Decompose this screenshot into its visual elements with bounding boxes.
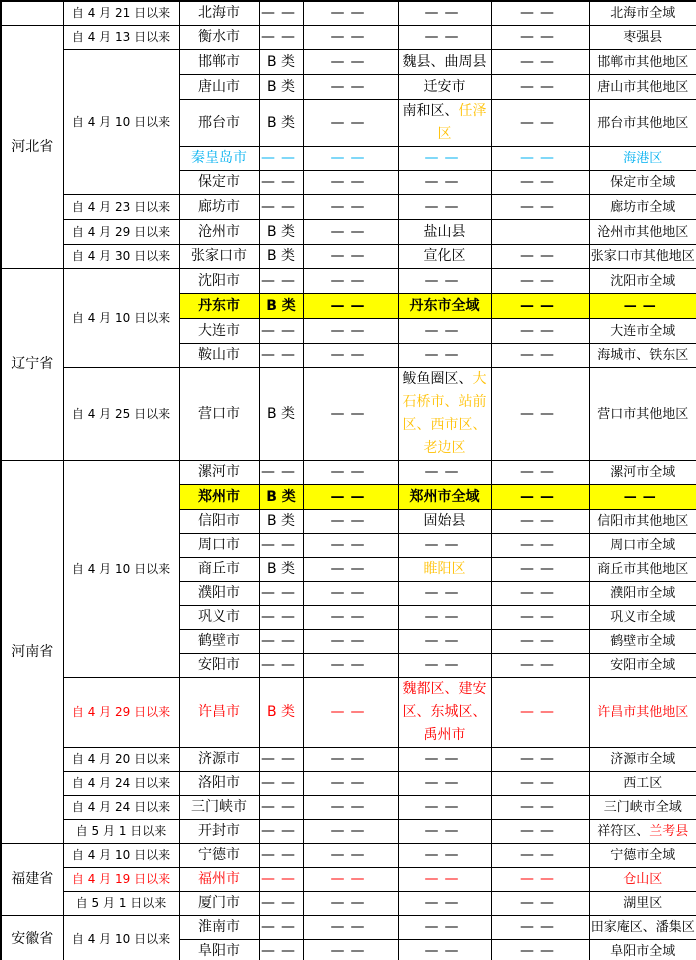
- city-cell: 巩义市: [179, 606, 259, 630]
- secondary-measure-cell: ——: [491, 319, 589, 344]
- province-cell: 辽宁省: [1, 269, 63, 461]
- table-row: [1, 916, 696, 940]
- applicable-area-cell: 阜阳市全域: [589, 940, 696, 960]
- city-cell: 郑州市: [179, 485, 259, 510]
- city-cell: 三门峡市: [179, 796, 259, 820]
- applicable-area-cell: 邢台市其他地区: [589, 100, 696, 147]
- start-date-cell: 自 4 月 10 日以来: [63, 269, 179, 368]
- secondary-measure-cell: ——: [491, 820, 589, 844]
- category-cell: B 类: [259, 368, 303, 461]
- category-cell: B 类: [259, 558, 303, 582]
- city-cell: 濮阳市: [179, 582, 259, 606]
- province-cell: 河北省: [1, 26, 63, 269]
- measure-cell: ——: [303, 510, 398, 534]
- measure-cell: ——: [303, 558, 398, 582]
- applicable-area-cell: 信阳市其他地区: [589, 510, 696, 534]
- risk-region-cell: ——: [398, 1, 491, 26]
- risk-region-cell: 郑州市全域: [398, 485, 491, 510]
- city-cell: 大连市: [179, 319, 259, 344]
- city-cell: 商丘市: [179, 558, 259, 582]
- applicable-area-cell: 西工区: [589, 772, 696, 796]
- secondary-measure-cell: ——: [491, 630, 589, 654]
- risk-region-cell: ——: [398, 534, 491, 558]
- category-cell: ——: [259, 171, 303, 195]
- city-cell: 安阳市: [179, 654, 259, 678]
- measure-cell: ——: [303, 630, 398, 654]
- start-date-cell: 自 4 月 20 日以来: [63, 748, 179, 772]
- applicable-area-cell: 海港区: [589, 147, 696, 171]
- secondary-measure-cell: ——: [491, 461, 589, 485]
- risk-region-cell: 盐山县: [398, 220, 491, 245]
- province-cell: [1, 1, 63, 26]
- table-row: [1, 368, 696, 461]
- city-cell: 邯郸市: [179, 50, 259, 75]
- city-cell: 福州市: [179, 868, 259, 892]
- category-cell: B 类: [259, 75, 303, 100]
- applicable-area-cell: 宁德市全域: [589, 844, 696, 868]
- secondary-measure-cell: ——: [491, 195, 589, 220]
- category-cell: ——: [259, 892, 303, 916]
- applicable-area-cell: 仓山区: [589, 868, 696, 892]
- table-row: [1, 195, 696, 220]
- start-date-cell: 自 4 月 10 日以来: [63, 916, 179, 960]
- risk-region-cell: ——: [398, 868, 491, 892]
- start-date-cell: 自 4 月 13 日以来: [63, 26, 179, 50]
- start-date-cell: 自 4 月 25 日以来: [63, 368, 179, 461]
- secondary-measure-cell: ——: [491, 940, 589, 960]
- secondary-measure-cell: ——: [491, 245, 589, 269]
- measure-cell: ——: [303, 50, 398, 75]
- table-row: [1, 892, 696, 916]
- risk-region-cell: [398, 100, 491, 147]
- category-cell: ——: [259, 844, 303, 868]
- secondary-measure-cell: [491, 220, 589, 245]
- risk-region-cell: ——: [398, 319, 491, 344]
- category-cell: B 类: [259, 245, 303, 269]
- measure-cell: ——: [303, 582, 398, 606]
- city-cell: 鹤壁市: [179, 630, 259, 654]
- applicable-area-cell: [589, 820, 696, 844]
- start-date-cell: 自 4 月 10 日以来: [63, 50, 179, 195]
- measure-cell: ——: [303, 678, 398, 748]
- table-row: [1, 678, 696, 748]
- measure-cell: ——: [303, 294, 398, 319]
- category-cell: B 类: [259, 678, 303, 748]
- applicable-area-cell: 鹤壁市全域: [589, 630, 696, 654]
- risk-region-cell: 魏都区、建安区、东城区、禹州市: [398, 678, 491, 748]
- measure-cell: ——: [303, 916, 398, 940]
- category-cell: ——: [259, 461, 303, 485]
- risk-region-cell: ——: [398, 269, 491, 294]
- table-row: [1, 26, 696, 50]
- risk-region-cell: ——: [398, 796, 491, 820]
- table-body: [1, 1, 696, 960]
- secondary-measure-cell: ——: [491, 582, 589, 606]
- secondary-measure-cell: ——: [491, 606, 589, 630]
- province-cell: 福建省: [1, 844, 63, 916]
- region-text-segment: 鲅鱼圈区、: [402, 371, 473, 387]
- city-cell: 衡水市: [179, 26, 259, 50]
- measure-cell: ——: [303, 26, 398, 50]
- applicable-area-cell: 商丘市其他地区: [589, 558, 696, 582]
- measure-cell: ——: [303, 868, 398, 892]
- secondary-measure-cell: ——: [491, 75, 589, 100]
- measure-cell: ——: [303, 748, 398, 772]
- applicable-area-cell: 沈阳市全域: [589, 269, 696, 294]
- measure-cell: ——: [303, 485, 398, 510]
- risk-region-cell: ——: [398, 171, 491, 195]
- category-cell: ——: [259, 772, 303, 796]
- secondary-measure-cell: ——: [491, 510, 589, 534]
- category-cell: B 类: [259, 485, 303, 510]
- secondary-measure-cell: ——: [491, 772, 589, 796]
- risk-region-cell: ——: [398, 820, 491, 844]
- start-date-cell: 自 4 月 30 日以来: [63, 245, 179, 269]
- risk-region-cell: ——: [398, 844, 491, 868]
- measure-cell: ——: [303, 654, 398, 678]
- category-cell: ——: [259, 1, 303, 26]
- applicable-area-cell: 巩义市全域: [589, 606, 696, 630]
- category-cell: ——: [259, 606, 303, 630]
- secondary-measure-cell: ——: [491, 171, 589, 195]
- risk-region-cell: ——: [398, 630, 491, 654]
- applicable-area-cell: 漯河市全域: [589, 461, 696, 485]
- risk-region-cell: ——: [398, 892, 491, 916]
- category-cell: ——: [259, 344, 303, 368]
- applicable-area-cell: ——: [589, 485, 696, 510]
- measure-cell: ——: [303, 796, 398, 820]
- table-row: [1, 796, 696, 820]
- city-cell: 漯河市: [179, 461, 259, 485]
- measure-cell: ——: [303, 368, 398, 461]
- secondary-measure-cell: ——: [491, 1, 589, 26]
- applicable-area-cell: 枣强县: [589, 26, 696, 50]
- table-row: [1, 868, 696, 892]
- applicable-area-cell: 营口市其他地区: [589, 368, 696, 461]
- applicable-area-cell: 湖里区: [589, 892, 696, 916]
- city-cell: 开封市: [179, 820, 259, 844]
- start-date-cell: 自 4 月 21 日以来: [63, 1, 179, 26]
- city-cell: 信阳市: [179, 510, 259, 534]
- measure-cell: ——: [303, 171, 398, 195]
- applicable-area-cell: 张家口市其他地区: [589, 245, 696, 269]
- risk-region-cell: 固始县: [398, 510, 491, 534]
- secondary-measure-cell: ——: [491, 558, 589, 582]
- region-text-segment: 祥符区、: [597, 824, 650, 839]
- risk-region-cell: ——: [398, 26, 491, 50]
- measure-cell: ——: [303, 844, 398, 868]
- category-cell: B 类: [259, 50, 303, 75]
- applicable-area-cell: 邯郸市其他地区: [589, 50, 696, 75]
- region-text-segment: 任泽区: [437, 103, 487, 142]
- measure-cell: ——: [303, 606, 398, 630]
- table-row: [1, 748, 696, 772]
- applicable-area-cell: 保定市全域: [589, 171, 696, 195]
- measure-cell: ——: [303, 75, 398, 100]
- measure-cell: ——: [303, 269, 398, 294]
- risk-region-cell: 迁安市: [398, 75, 491, 100]
- risk-region-cell: [398, 368, 491, 461]
- start-date-cell: 自 5 月 1 日以来: [63, 892, 179, 916]
- applicable-area-cell: 周口市全域: [589, 534, 696, 558]
- risk-region-cell: ——: [398, 461, 491, 485]
- risk-region-cell: ——: [398, 344, 491, 368]
- risk-region-cell: ——: [398, 147, 491, 171]
- start-date-cell: 自 4 月 29 日以来: [63, 220, 179, 245]
- region-text-segment: 大石桥市、站前区、西市区、老边区: [402, 371, 487, 456]
- secondary-measure-cell: ——: [491, 344, 589, 368]
- risk-region-cell: 魏县、曲周县: [398, 50, 491, 75]
- start-date-cell: 自 4 月 24 日以来: [63, 772, 179, 796]
- category-cell: ——: [259, 820, 303, 844]
- secondary-measure-cell: ——: [491, 916, 589, 940]
- applicable-area-cell: 三门峡市全域: [589, 796, 696, 820]
- category-cell: ——: [259, 940, 303, 960]
- city-cell: 许昌市: [179, 678, 259, 748]
- measure-cell: ——: [303, 1, 398, 26]
- city-cell: 沈阳市: [179, 269, 259, 294]
- secondary-measure-cell: ——: [491, 654, 589, 678]
- measure-cell: ——: [303, 245, 398, 269]
- applicable-area-cell: 濮阳市全域: [589, 582, 696, 606]
- measure-cell: ——: [303, 534, 398, 558]
- risk-region-cell: 宣化区: [398, 245, 491, 269]
- secondary-measure-cell: ——: [491, 50, 589, 75]
- secondary-measure-cell: ——: [491, 368, 589, 461]
- category-cell: ——: [259, 319, 303, 344]
- table-row: [1, 50, 696, 75]
- risk-region-cell: ——: [398, 195, 491, 220]
- province-cell: 河南省: [1, 461, 63, 844]
- start-date-cell: 自 4 月 10 日以来: [63, 461, 179, 678]
- applicable-area-cell: 安阳市全域: [589, 654, 696, 678]
- applicable-area-cell: 许昌市其他地区: [589, 678, 696, 748]
- city-cell: 丹东市: [179, 294, 259, 319]
- risk-region-cell: 睢阳区: [398, 558, 491, 582]
- risk-region-cell: ——: [398, 916, 491, 940]
- measure-cell: ——: [303, 772, 398, 796]
- risk-region-cell: ——: [398, 582, 491, 606]
- risk-region-cell: ——: [398, 606, 491, 630]
- category-cell: B 类: [259, 510, 303, 534]
- start-date-cell: 自 4 月 10 日以来: [63, 844, 179, 868]
- category-cell: ——: [259, 269, 303, 294]
- city-cell: 鞍山市: [179, 344, 259, 368]
- secondary-measure-cell: ——: [491, 678, 589, 748]
- applicable-area-cell: 济源市全域: [589, 748, 696, 772]
- city-cell: 洛阳市: [179, 772, 259, 796]
- city-cell: 宁德市: [179, 844, 259, 868]
- risk-region-cell: ——: [398, 748, 491, 772]
- table-row: [1, 844, 696, 868]
- city-cell: 唐山市: [179, 75, 259, 100]
- start-date-cell: 自 4 月 19 日以来: [63, 868, 179, 892]
- city-cell: 阜阳市: [179, 940, 259, 960]
- table-row: [1, 772, 696, 796]
- region-text-segment: 南和区、: [402, 103, 459, 119]
- category-cell: ——: [259, 534, 303, 558]
- city-cell: 济源市: [179, 748, 259, 772]
- secondary-measure-cell: ——: [491, 868, 589, 892]
- risk-region-cell: ——: [398, 772, 491, 796]
- table-row: [1, 220, 696, 245]
- city-cell: 保定市: [179, 171, 259, 195]
- secondary-measure-cell: ——: [491, 796, 589, 820]
- secondary-measure-cell: ——: [491, 844, 589, 868]
- start-date-cell: 自 4 月 23 日以来: [63, 195, 179, 220]
- city-cell: 邢台市: [179, 100, 259, 147]
- region-text-segment: 兰考县: [649, 824, 689, 839]
- category-cell: ——: [259, 26, 303, 50]
- measure-cell: ——: [303, 940, 398, 960]
- category-cell: ——: [259, 796, 303, 820]
- table-row: [1, 245, 696, 269]
- applicable-area-cell: 廊坊市全域: [589, 195, 696, 220]
- category-cell: B 类: [259, 294, 303, 319]
- category-cell: ——: [259, 654, 303, 678]
- measure-cell: ——: [303, 147, 398, 171]
- category-cell: ——: [259, 916, 303, 940]
- table-row: [1, 269, 696, 294]
- table-row: [1, 1, 696, 26]
- city-cell: 营口市: [179, 368, 259, 461]
- measure-cell: ——: [303, 195, 398, 220]
- category-cell: B 类: [259, 220, 303, 245]
- category-cell: ——: [259, 147, 303, 171]
- category-cell: ——: [259, 868, 303, 892]
- secondary-measure-cell: ——: [491, 147, 589, 171]
- risk-region-cell: 丹东市全域: [398, 294, 491, 319]
- city-cell: 秦皇岛市: [179, 147, 259, 171]
- measure-cell: ——: [303, 892, 398, 916]
- applicable-area-cell: 大连市全域: [589, 319, 696, 344]
- risk-region-cell: ——: [398, 654, 491, 678]
- measure-cell: ——: [303, 344, 398, 368]
- province-cell: 安徽省: [1, 916, 63, 960]
- applicable-area-cell: 沧州市其他地区: [589, 220, 696, 245]
- secondary-measure-cell: ——: [491, 485, 589, 510]
- applicable-area-cell: ——: [589, 294, 696, 319]
- city-cell: 淮南市: [179, 916, 259, 940]
- category-cell: ——: [259, 630, 303, 654]
- risk-region-cell: ——: [398, 940, 491, 960]
- category-cell: ——: [259, 582, 303, 606]
- secondary-measure-cell: ——: [491, 534, 589, 558]
- city-cell: 张家口市: [179, 245, 259, 269]
- secondary-measure-cell: ——: [491, 26, 589, 50]
- secondary-measure-cell: ——: [491, 892, 589, 916]
- secondary-measure-cell: ——: [491, 748, 589, 772]
- applicable-area-cell: 唐山市其他地区: [589, 75, 696, 100]
- city-cell: 厦门市: [179, 892, 259, 916]
- measure-cell: ——: [303, 319, 398, 344]
- category-cell: B 类: [259, 100, 303, 147]
- table-row: [1, 461, 696, 485]
- start-date-cell: 自 5 月 1 日以来: [63, 820, 179, 844]
- secondary-measure-cell: ——: [491, 269, 589, 294]
- secondary-measure-cell: ——: [491, 294, 589, 319]
- start-date-cell: 自 4 月 24 日以来: [63, 796, 179, 820]
- measure-cell: ——: [303, 220, 398, 245]
- city-cell: 廊坊市: [179, 195, 259, 220]
- secondary-measure-cell: ——: [491, 100, 589, 147]
- city-cell: 沧州市: [179, 220, 259, 245]
- applicable-area-cell: 北海市全域: [589, 1, 696, 26]
- city-cell: 周口市: [179, 534, 259, 558]
- table-row: [1, 820, 696, 844]
- measure-cell: ——: [303, 820, 398, 844]
- applicable-area-cell: 田家庵区、潘集区: [589, 916, 696, 940]
- applicable-area-cell: 海城市、铁东区: [589, 344, 696, 368]
- category-cell: ——: [259, 195, 303, 220]
- measure-cell: ——: [303, 461, 398, 485]
- city-cell: 北海市: [179, 1, 259, 26]
- start-date-cell: 自 4 月 29 日以来: [63, 678, 179, 748]
- measure-cell: ——: [303, 100, 398, 147]
- category-cell: ——: [259, 748, 303, 772]
